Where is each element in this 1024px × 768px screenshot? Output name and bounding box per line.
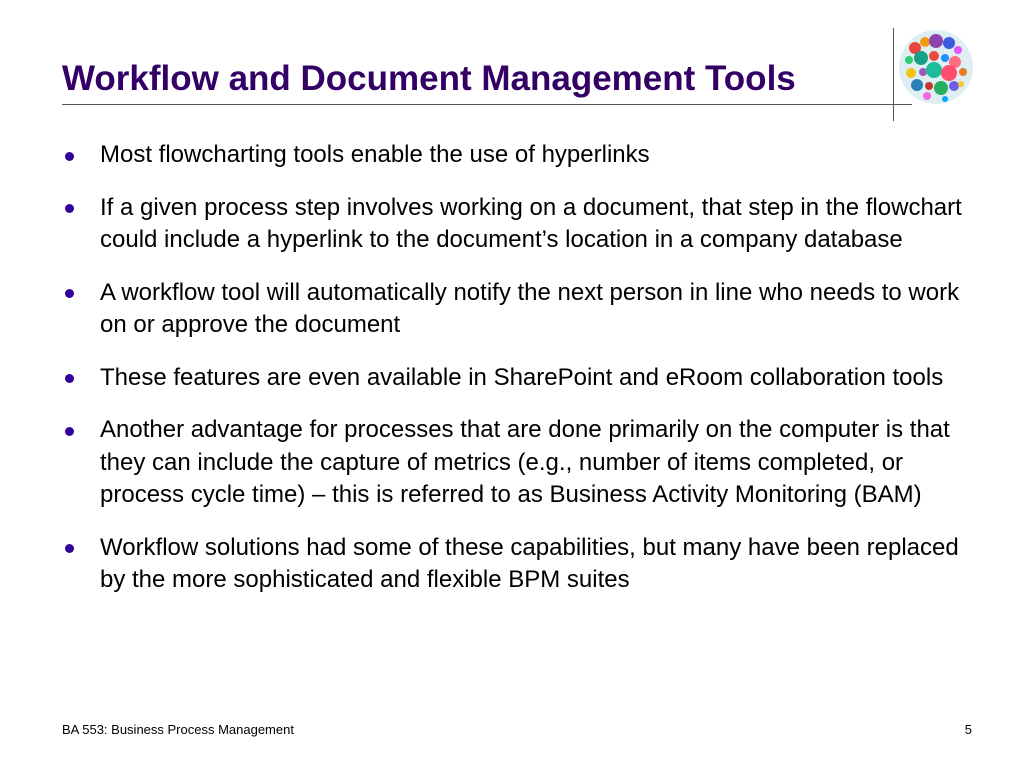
bullet-text: A workflow tool will automatically notify the next person in line who needs to work on or approve the document <box>100 278 960 338</box>
slide-title: Workflow and Document Management Tools <box>62 59 796 98</box>
bullet-text: If a given process step involves working on a document, that step in the flowchart could include a hyperlink to the document’s location in a company database <box>100 193 962 253</box>
bullet-dot-icon <box>65 204 74 213</box>
bullet-dot-icon <box>65 152 74 161</box>
bullet-dot-icon <box>65 289 74 298</box>
bullet-item <box>62 532 962 597</box>
bullet-item <box>62 192 962 257</box>
bullet-item <box>62 277 962 342</box>
title-underline <box>62 104 912 105</box>
bullet-dot-icon <box>65 374 74 383</box>
bullet-list <box>62 139 962 617</box>
title-vertical-divider <box>893 28 894 121</box>
bullet-text: Another advantage for processes that are done primarily on the computer is that they can include the capture of metrics (e.g., number of items completed, or process cycle time) – this is referred to as Business Activity Monitoring (BAM) <box>100 416 950 508</box>
bullet-dot-icon <box>65 544 74 553</box>
bullet-item <box>62 139 962 172</box>
bullet-text: Workflow solutions had some of these capabilities, but many have been replaced by the more sophisticated and flexible BPM suites <box>100 533 959 593</box>
colorful-bubbles-logo-icon <box>897 28 975 106</box>
footer-course-title: BA 553: Business Process Management <box>62 722 294 737</box>
footer-page-number: 5 <box>964 722 972 737</box>
bullet-dot-icon <box>65 427 74 436</box>
bullet-text: Most flowcharting tools enable the use of hyperlinks <box>100 141 650 168</box>
bullet-item <box>62 414 962 512</box>
bullet-item <box>62 362 962 395</box>
bullet-text: These features are even available in SharePoint and eRoom collaboration tools <box>100 363 944 391</box>
